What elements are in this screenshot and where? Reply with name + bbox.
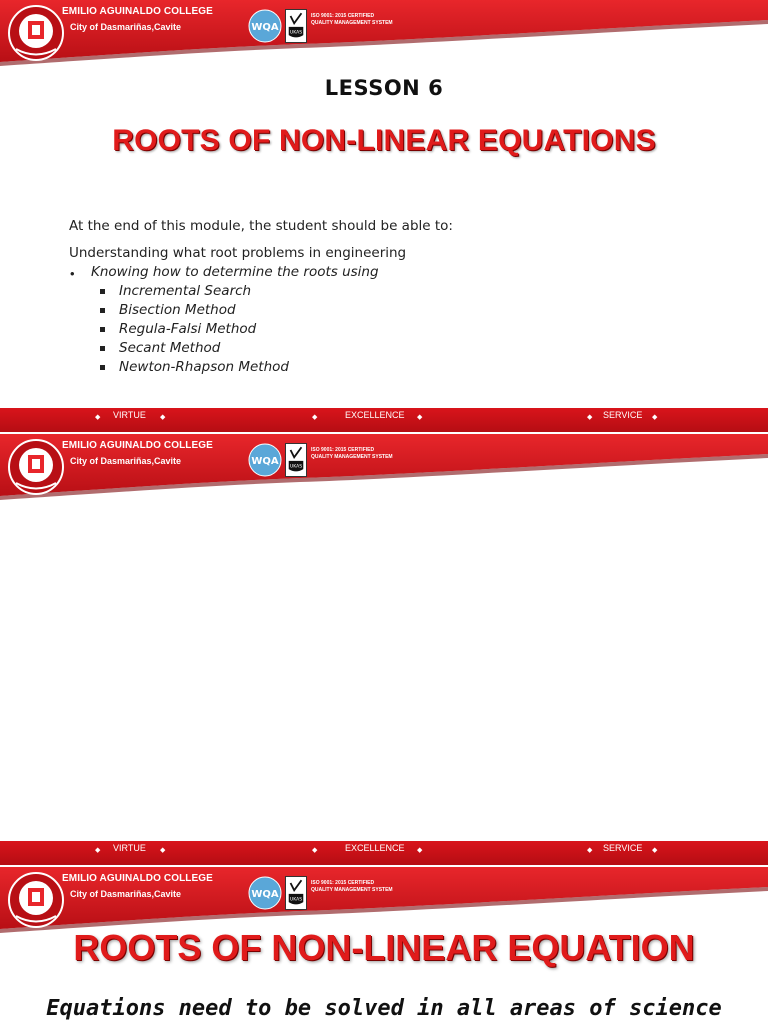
quality-management: QUALITY MANAGEMENT SYSTEM [311, 20, 393, 26]
wqa-logo-icon [248, 9, 282, 43]
square-bullet-icon [100, 327, 105, 332]
wqa-logo-icon [248, 443, 282, 477]
college-city: City of Dasmariñas,Cavite [70, 456, 182, 466]
footer-excellence: EXCELLENCE [345, 843, 405, 853]
slide-1 [0, 0, 768, 434]
objective-text: Understanding what root problems in engineering [69, 245, 407, 261]
wqa-logo-text: WQA [251, 889, 279, 900]
footer-virtue: VIRTUE [113, 410, 146, 420]
diamond-icon: ◆ [417, 847, 423, 854]
ukas-logo-icon [285, 9, 307, 43]
quality-management: QUALITY MANAGEMENT SYSTEM [311, 454, 393, 460]
quality-management: QUALITY MANAGEMENT SYSTEM [311, 887, 393, 893]
diamond-icon: ◆ [312, 414, 318, 421]
method-item: Secant Method [119, 340, 221, 356]
square-bullet-icon [100, 365, 105, 370]
slide-2 [0, 434, 768, 867]
diamond-icon: ◆ [160, 414, 166, 421]
diamond-icon: ◆ [95, 847, 101, 854]
wqa-logo-icon [248, 876, 282, 910]
method-item: Regula-Falsi Method [119, 321, 257, 337]
intro-text: At the end of this module, the student should be able to: [69, 218, 453, 234]
bullet-dot-icon: • [70, 266, 75, 281]
iso-certified: ISO 9001: 2015 CERTIFIED [311, 880, 375, 886]
ukas-logo-icon [285, 876, 307, 910]
slide-3-subtitle: Equations need to be solved in all areas of science [46, 996, 722, 1021]
method-item: Newton-Rhapson Method [119, 359, 289, 375]
ukas-logo-text: UKAS [289, 897, 303, 903]
college-city: City of Dasmariñas,Cavite [70, 889, 182, 899]
method-item: Bisection Method [119, 302, 236, 318]
diamond-icon: ◆ [312, 847, 318, 854]
slide-3-title: ROOTS OF NON-LINEAR EQUATION [73, 927, 695, 968]
slide-footer [0, 408, 768, 432]
diamond-icon: ◆ [587, 414, 593, 421]
college-name: EMILIO AGUINALDO COLLEGE [62, 873, 213, 884]
diamond-icon: ◆ [160, 847, 166, 854]
ukas-logo-icon [285, 443, 307, 477]
footer-service: SERVICE [603, 843, 643, 853]
diamond-icon: ◆ [652, 414, 658, 421]
square-bullet-icon [100, 346, 105, 351]
diamond-icon: ◆ [587, 847, 593, 854]
method-item: Incremental Search [119, 283, 252, 299]
wqa-logo-text: WQA [251, 22, 279, 33]
footer-virtue: VIRTUE [113, 843, 146, 853]
wqa-logo-text: WQA [251, 456, 279, 467]
square-bullet-icon [100, 308, 105, 313]
footer-service: SERVICE [603, 410, 643, 420]
diamond-icon: ◆ [652, 847, 658, 854]
ukas-logo-text: UKAS [289, 464, 303, 470]
ukas-logo-text: UKAS [289, 30, 303, 36]
square-bullet-icon [100, 289, 105, 294]
college-name: EMILIO AGUINALDO COLLEGE [62, 6, 213, 17]
college-seal-icon [8, 871, 64, 929]
bullet-text: Knowing how to determine the roots using [91, 264, 379, 280]
iso-certified: ISO 9001: 2015 CERTIFIED [311, 13, 375, 19]
lesson-number: LESSON 6 [324, 76, 444, 100]
slide-header [0, 434, 768, 504]
slide-header [0, 0, 768, 70]
diamond-icon: ◆ [417, 414, 423, 421]
slide-title: ROOTS OF NON-LINEAR EQUATIONS [112, 124, 656, 157]
college-name: EMILIO AGUINALDO COLLEGE [62, 440, 213, 451]
diamond-icon: ◆ [95, 414, 101, 421]
footer-excellence: EXCELLENCE [345, 410, 405, 420]
college-seal-icon [8, 4, 64, 62]
slide-footer [0, 841, 768, 865]
college-seal-icon [8, 438, 64, 496]
iso-certified: ISO 9001: 2015 CERTIFIED [311, 447, 375, 453]
college-city: City of Dasmariñas,Cavite [70, 22, 182, 32]
